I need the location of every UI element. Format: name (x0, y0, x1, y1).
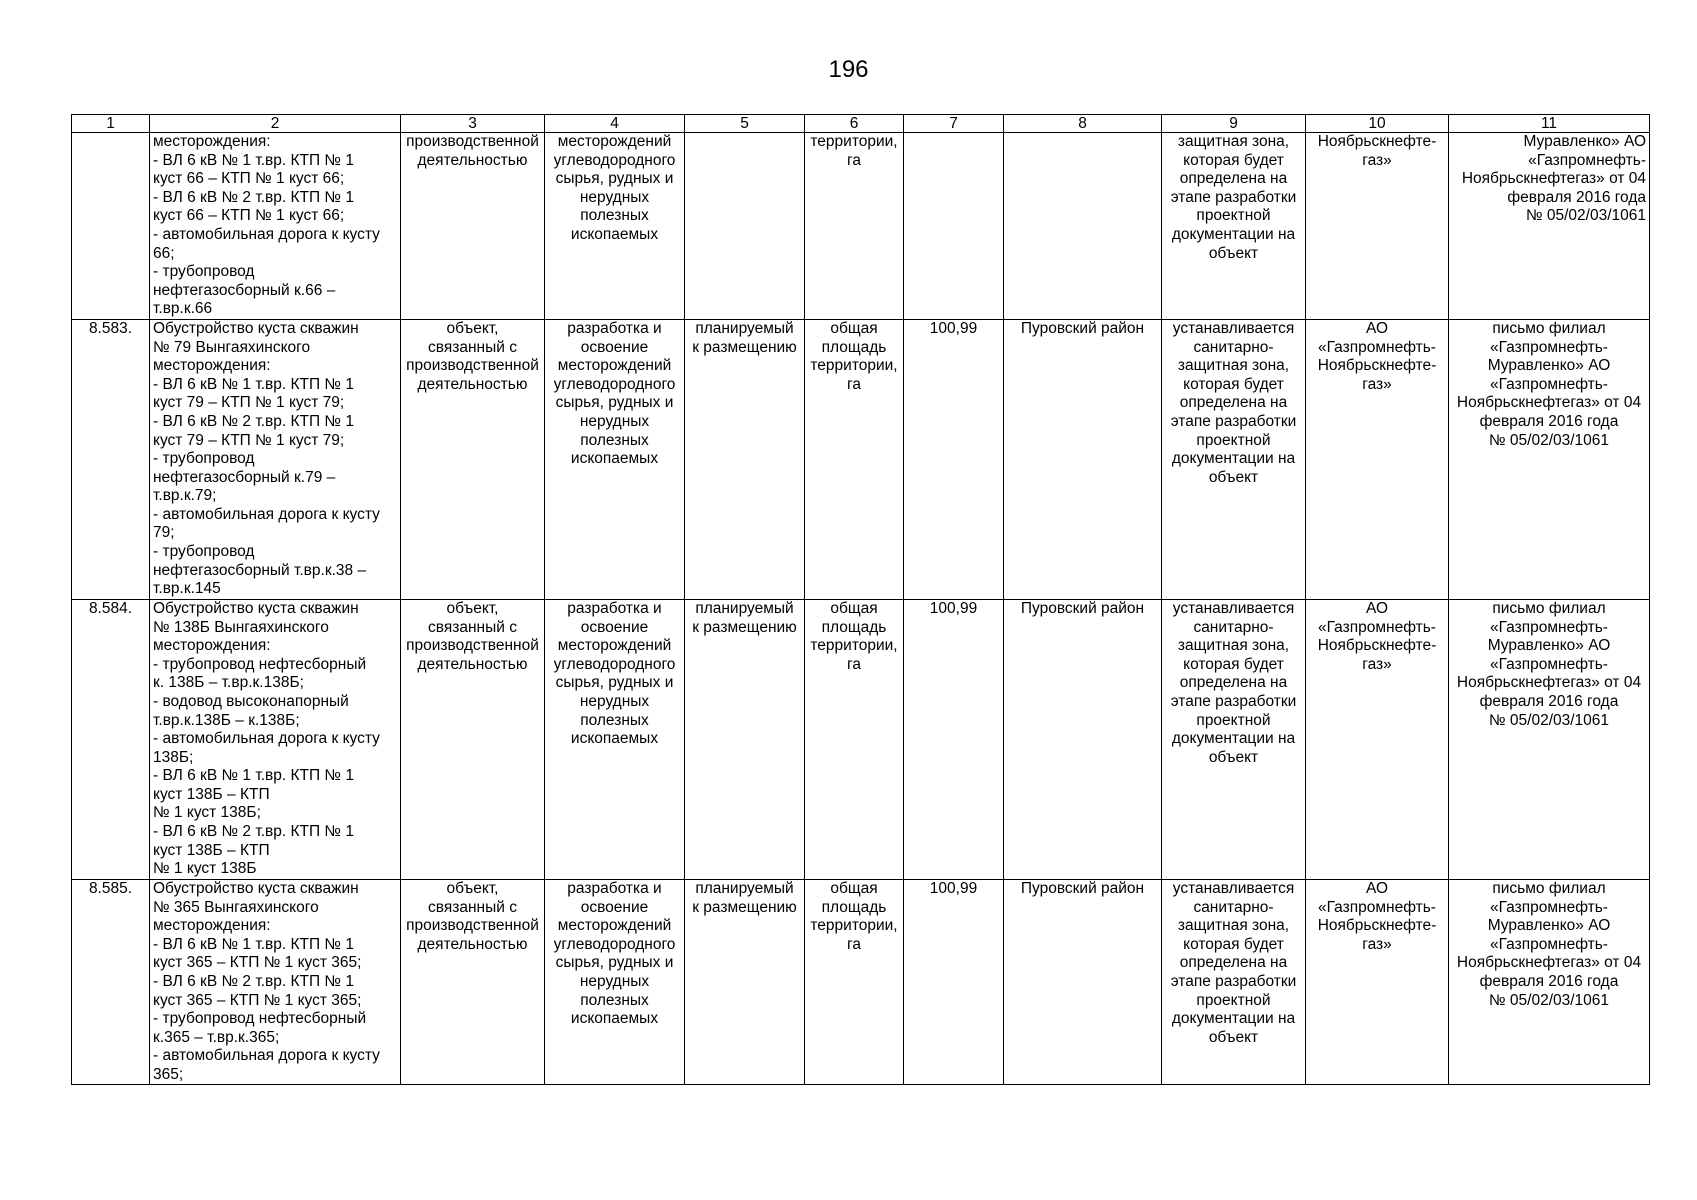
object-purpose: разработка и освоение месторождений углеводородного сырья, рудных и нерудных полезных ископаемых (545, 599, 685, 879)
column-number: 2 (150, 115, 401, 133)
object-value: 100,99 (904, 319, 1004, 599)
object-basis: письмо филиал «Газпромнефть- Муравленко» АО «Газпромнефть- Ноябрьскнефтегаз» от 04 февраля 2016 года № 05/02/03/1061 (1449, 599, 1650, 879)
objects-table (71, 114, 1650, 1085)
object-value: 100,99 (904, 879, 1004, 1085)
object-owner: АО «Газпромнефть- Ноябрьскнефте- газ» (1306, 319, 1449, 599)
object-zone: устанавливается санитарно- защитная зона, которая будет определена на этапе разработки проектной документации на объект (1162, 599, 1306, 879)
object-basis: письмо филиал «Газпромнефть- Муравленко» АО «Газпромнефть- Ноябрьскнефтегаз» от 04 февраля 2016 года № 05/02/03/1061 (1449, 319, 1650, 599)
table-row (72, 133, 1650, 320)
object-basis: письмо филиал «Газпромнефть- Муравленко» АО «Газпромнефть- Ноябрьскнефтегаз» от 04 февраля 2016 года № 05/02/03/1061 (1449, 879, 1650, 1085)
object-purpose: месторождений углеводородного сырья, рудных и нерудных полезных ископаемых (545, 133, 685, 320)
page-number: 196 (828, 56, 869, 83)
column-number: 9 (1162, 115, 1306, 133)
object-status: планируемый к размещению (685, 879, 805, 1085)
object-name: месторождения: - ВЛ 6 кВ № 1 т.вр. КТП № 1 куст 66 – КТП № 1 куст 66; - ВЛ 6 кВ № 2 т.вр. КТП № 1 куст 66 – КТП № 1 куст 66; - автомобильная дорога к кусту 66; - трубопровод нефтегазосборный к.66 – т.вр.к.66 (150, 133, 401, 320)
column-number: 1 (72, 115, 150, 133)
object-status (685, 133, 805, 320)
table-row (72, 319, 1650, 599)
column-number: 5 (685, 115, 805, 133)
row-number: 8.583. (72, 319, 150, 599)
table-row (72, 599, 1650, 879)
object-parameter: общая площадь территории, га (805, 599, 904, 879)
column-number: 6 (805, 115, 904, 133)
table-row (72, 879, 1650, 1085)
column-number: 11 (1449, 115, 1650, 133)
object-parameter: территории, га (805, 133, 904, 320)
column-number-header-row (72, 115, 1650, 133)
column-number: 4 (545, 115, 685, 133)
object-type: объект, связанный с производственной деятельностью (401, 599, 545, 879)
object-name: Обустройство куста скважин № 365 Вынгаяхинского месторождения: - ВЛ 6 кВ № 1 т.вр. КТП № 1 куст 365 – КТП № 1 куст 365; - ВЛ 6 кВ № 2 т.вр. КТП № 1 куст 365 – КТП № 1 куст 365; - трубопровод нефтесборный к.365 – т.вр.к.365; - автомобильная дорога к кусту 365; (150, 879, 401, 1085)
object-value (904, 133, 1004, 320)
object-basis: Муравленко» АО «Газпромнефть- Ноябрьскнефтегаз» от 04 февраля 2016 года № 05/02/03/1061 (1449, 133, 1650, 320)
object-name: Обустройство куста скважин № 138Б Вынгаяхинского месторождения: - трубопровод нефтесборный к. 138Б – т.вр.к.138Б; - водовод высоконапорный т.вр.к.138Б – к.138Б; - автомобильная дорога к кусту 138Б; - ВЛ 6 кВ № 1 т.вр. КТП № 1 куст 138Б – КТП № 1 куст 138Б; - ВЛ 6 кВ № 2 т.вр. КТП № 1 куст 138Б – КТП № 1 куст 138Б (150, 599, 401, 879)
row-number: 8.584. (72, 599, 150, 879)
object-parameter: общая площадь территории, га (805, 879, 904, 1085)
object-type: объект, связанный с производственной деятельностью (401, 879, 545, 1085)
object-owner: Ноябрьскнефте- газ» (1306, 133, 1449, 320)
object-type: производственной деятельностью (401, 133, 545, 320)
object-status: планируемый к размещению (685, 319, 805, 599)
object-purpose: разработка и освоение месторождений углеводородного сырья, рудных и нерудных полезных ископаемых (545, 319, 685, 599)
object-location (1004, 133, 1162, 320)
object-value: 100,99 (904, 599, 1004, 879)
object-parameter: общая площадь территории, га (805, 319, 904, 599)
column-number: 10 (1306, 115, 1449, 133)
object-type: объект, связанный с производственной деятельностью (401, 319, 545, 599)
object-zone: защитная зона, которая будет определена на этапе разработки проектной документации на объект (1162, 133, 1306, 320)
row-number: 8.585. (72, 879, 150, 1085)
object-purpose: разработка и освоение месторождений углеводородного сырья, рудных и нерудных полезных ископаемых (545, 879, 685, 1085)
object-name: Обустройство куста скважин № 79 Вынгаяхинского месторождения: - ВЛ 6 кВ № 1 т.вр. КТП № 1 куст 79 – КТП № 1 куст 79; - ВЛ 6 кВ № 2 т.вр. КТП № 1 куст 79 – КТП № 1 куст 79; - трубопровод нефтегазосборный к.79 – т.вр.к.79; - автомобильная дорога к кусту 79; - трубопровод нефтегазосборный т.вр.к.38 – т.вр.к.145 (150, 319, 401, 599)
object-zone: устанавливается санитарно- защитная зона, которая будет определена на этапе разработки проектной документации на объект (1162, 319, 1306, 599)
row-number (72, 133, 150, 320)
column-number: 8 (1004, 115, 1162, 133)
object-location: Пуровский район (1004, 319, 1162, 599)
column-number: 3 (401, 115, 545, 133)
column-number: 7 (904, 115, 1004, 133)
object-location: Пуровский район (1004, 879, 1162, 1085)
object-owner: АО «Газпромнефть- Ноябрьскнефте- газ» (1306, 879, 1449, 1085)
object-zone: устанавливается санитарно- защитная зона, которая будет определена на этапе разработки проектной документации на объект (1162, 879, 1306, 1085)
object-status: планируемый к размещению (685, 599, 805, 879)
object-owner: АО «Газпромнефть- Ноябрьскнефте- газ» (1306, 599, 1449, 879)
object-location: Пуровский район (1004, 599, 1162, 879)
